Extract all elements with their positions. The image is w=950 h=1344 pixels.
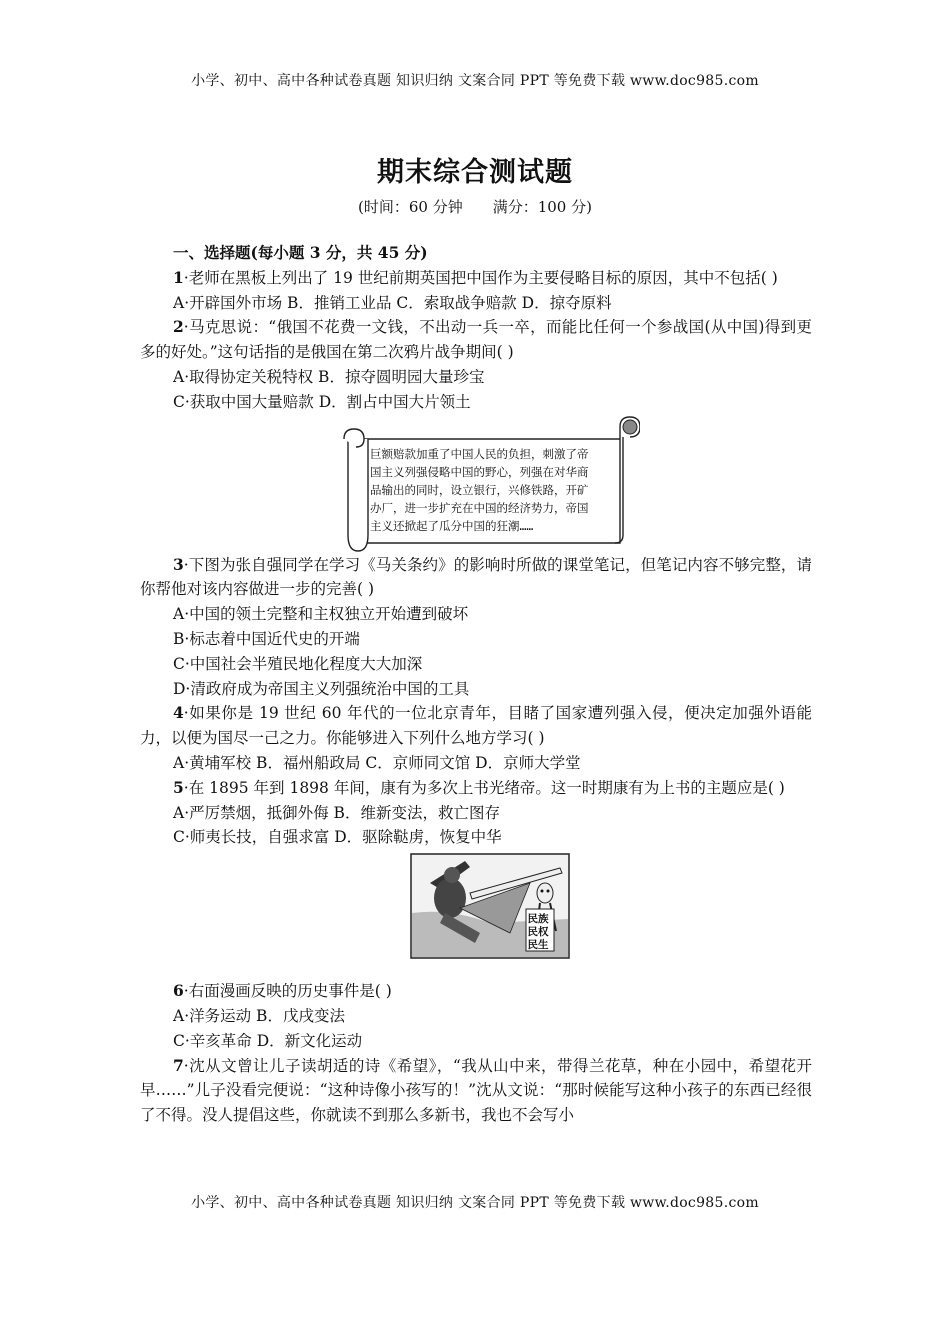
scroll-line: 巨额赔款加重了中国人民的负担，刺激了帝 [370,446,589,461]
question-number: 7 [173,1055,184,1075]
question-options: A·洋务运动 B．戊戌变法 [173,1006,345,1025]
question-stem: ·沈从文曾让儿子读胡适的诗《希望》，“我从山中来，带得兰花草，种在小园中，希望花开早……”儿子没看完便说：“这种诗像小孩写的！”沈从文说：“那时候能写这种小孩子的东西已经很了不得。没人提倡这些，你就读不到那么多新书，我也不会写小 [140,1056,812,1125]
question-options: A·取得协定关税特权 B．掠夺圆明园大量珍宝 [173,367,485,386]
question-2 [140,315,812,365]
question-options: A·严厉禁烟，抵御外侮 B．维新变法，救亡图存 [173,803,500,822]
question-options: C·师夷长技，自强求富 D．驱除鞑虏，恢复中华 [173,828,502,847]
question-number: 1 [173,267,184,287]
question-6 [140,979,812,1004]
question-number: 6 [173,981,184,1001]
page-header: 小学、初中、高中各种试卷真题 知识归纳 文案合同 PPT 等免费下载 www.doc985.com [191,73,759,89]
caption-line: 民权 [527,926,549,939]
question-3 [140,553,812,603]
time-limit: (时间：60 分钟 [358,198,463,216]
cartoon-figure [140,853,812,965]
question-option: C·中国社会半殖民地化程度大大加深 [173,654,423,673]
question-number: 5 [173,777,184,797]
exam-info [0,196,950,217]
question-4 [140,701,812,751]
question-stem: ·如果你是 19 世纪 60 年代的一位北京青年，目睹了国家遭列强入侵，便决定加强外语能力，以便为国尽一己之力。你能够进入下列什么地方学习( ) [140,704,812,748]
question-stem: ·右面漫画反映的历史事件是( ) [183,982,392,1001]
question-stem: ·下图为张自强同学在学习《马关条约》的影响时所做的课堂笔记，但笔记内容不够完整，请你帮他对该内容做进一步的完善( ) [140,555,812,599]
scroll-line: 品输出的同时，设立银行，兴修铁路，开矿 [370,482,589,497]
question-number: 2 [173,317,184,337]
question-stem: ·老师在黑板上列出了 19 世纪前期英国把中国作为主要侵略目标的原因，其中不包括( ) [183,268,778,287]
page-footer: 小学、初中、高中各种试卷真题 知识归纳 文案合同 PPT 等免费下载 www.doc985.com [191,1195,759,1211]
scroll-line: 办厂，进一步扩充在中国的经济势力，帝国 [370,500,589,515]
full-score: 满分：100 分) [492,198,592,216]
scroll-note-figure [140,415,812,553]
caption-line: 民生 [527,939,549,952]
question-stem: ·在 1895 年到 1898 年间，康有为多次上书光绪帝。这一时期康有为上书的主题应是( ) [183,778,785,797]
question-option: A·中国的领土完整和主权独立开始遭到破坏 [173,605,469,624]
page-title: 期末综合测试题 [377,157,573,188]
question-7 [140,1054,812,1128]
question-options: A·开辟国外市场 B．推销工业品 C．索取战争赔款 D．掠夺原料 [173,293,612,312]
question-option: D·清政府成为帝国主义列强统治中国的工具 [173,679,470,698]
question-number: 4 [173,703,184,723]
question-stem: ·马克思说：“俄国不花费一文钱，不出动一兵一卒，而能比任何一个参战国(从中国)得到更多的好处。”这句话指的是俄国在第二次鸦片战争期间( ) [140,318,812,362]
scroll-line: 主义还掀起了瓜分中国的狂潮…… [370,518,534,533]
question-option: B·标志着中国近代史的开端 [173,629,360,648]
question-list [140,241,812,1128]
question-options: C·辛亥革命 D．新文化运动 [173,1031,363,1050]
caption-line: 民族 [527,913,549,926]
question-options: A·黄埔军校 B．福州船政局 C．京师同文馆 D．京师大学堂 [173,753,581,772]
question-options: C·获取中国大量赔款 D．割占中国大片领土 [173,392,471,411]
cartoon-caption [526,913,550,952]
scroll-note-text [370,445,632,535]
section-heading: 一、选择题(每小题 3 分，共 45 分) [173,243,428,262]
scroll-line: 国主义列强侵略中国的野心，列强在对华商 [370,464,589,479]
question-1 [140,266,812,291]
question-5 [140,776,812,801]
question-number: 3 [173,554,184,574]
